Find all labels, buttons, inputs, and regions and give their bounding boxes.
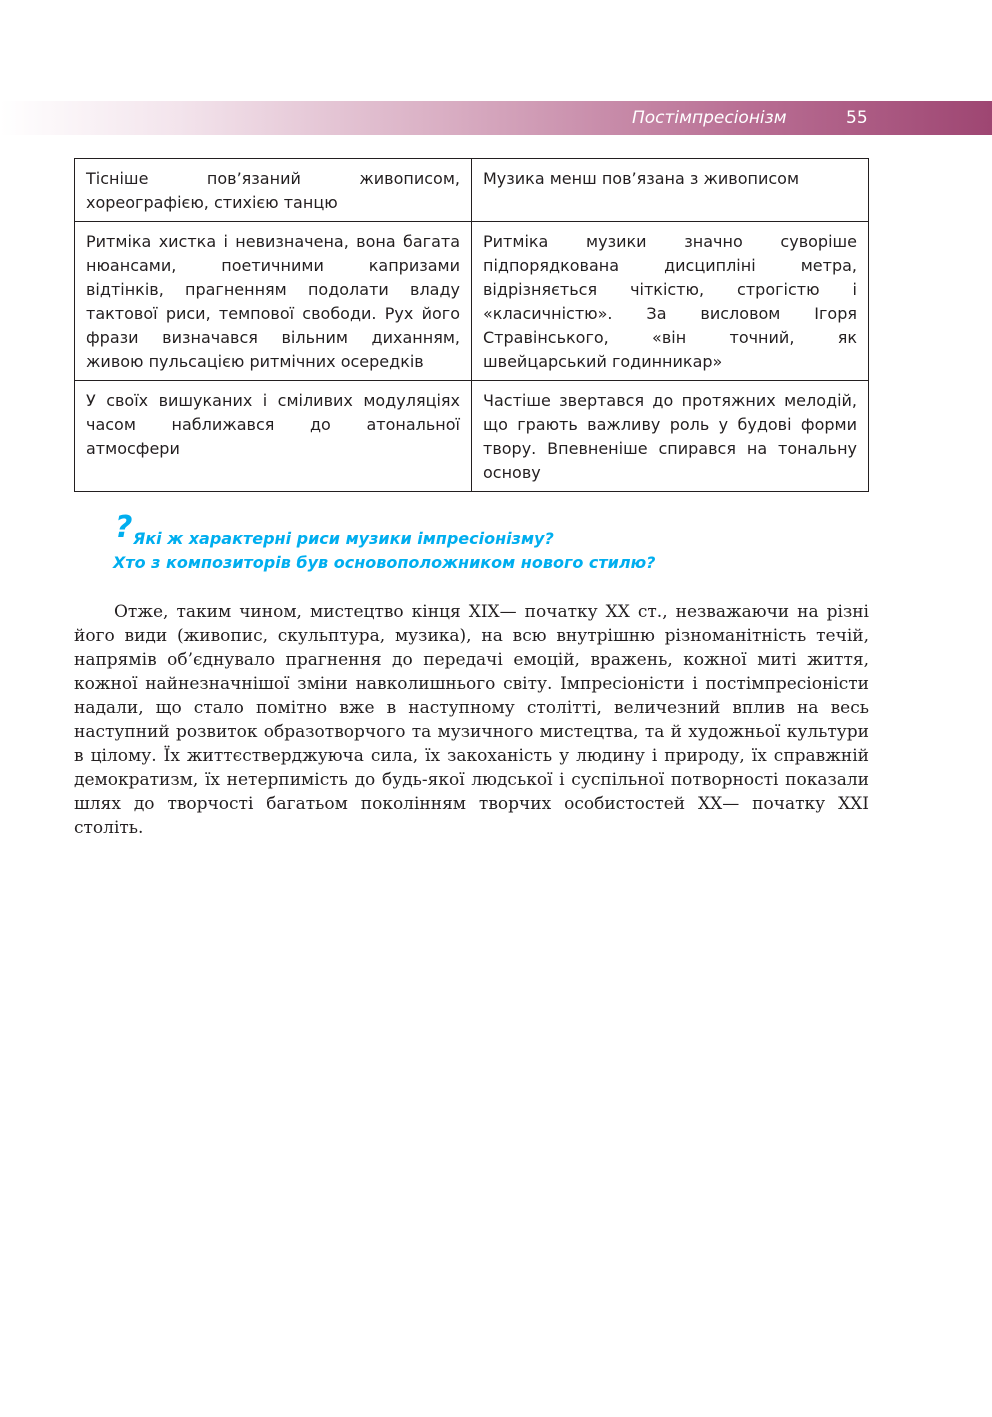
running-header-title: Постімпресіонізм: [632, 108, 787, 128]
question-line-2: Хто з композиторів був основоположником нового стилю?: [113, 553, 656, 572]
question-mark-icon: ?: [115, 510, 133, 545]
table-row: [75, 381, 869, 492]
table-cell-right: Частіше звертався до протяжних мелодій, що грають важливу роль у будові форми твору. Впевненіше спирався на тональну основу: [472, 381, 869, 492]
header-band: [0, 101, 992, 135]
table-cell-right: Ритміка музики значно суворіше підпорядкована дисципліні метра, відрізняється чіткістю, строгістю і «класичністю». За висловом Ігоря Стравінського, «він точний, як швейцарський годинникар»: [472, 222, 869, 381]
table-cell-left: Тісніше пов’язаний живописом, хореографією, стихією танцю: [75, 159, 472, 222]
table-cell-right: Музика менш пов’язана з живописом: [472, 159, 869, 222]
page-number: 55: [846, 108, 868, 128]
comparison-table: [74, 158, 869, 492]
table-cell-left: У своїх вишуканих і сміливих модуляціях часом наближався до атональної атмосфери: [75, 381, 472, 492]
table-row: [75, 222, 869, 381]
table-row: [75, 159, 869, 222]
question-line-1: Які ж характерні риси музики імпресіонізму?: [133, 529, 554, 548]
table-cell-left: Ритміка хистка і невизначена, вона багата нюансами, поетичними капризами відтінків, прагненням подолати владу тактової риси, темпової свободи. Рух його фрази визначався вільним диханням, живою пульсацією ритмічних осередків: [75, 222, 472, 381]
body-paragraph: Отже, таким чином, мистецтво кінця XIX— початку XX ст., незважаючи на різні його види (живопис, скульптура, музика), на всю внутрішню різноманітність течій, напрямів об’єднувало прагнення до передачі емоцій, вражень, кожної миті життя, кожної найнезначнішої зміни навколишнього світу. Імпресіоністи і постімпресіоністи надали, що стало помітно вже в наступному столітті, величезний вплив на весь наступний розвиток образотворчого та музичного мистецтва, та й художньої культури в цілому. Їх життєстверджуюча сила, їх закоханість у людину і природу, їх справжній демократизм, їх нетерпимість до будь-якої людської і суспільної потворності показали шлях до творчості багатьом поколінням творчих особистостей XX— початку XXI століть.: [74, 602, 869, 838]
